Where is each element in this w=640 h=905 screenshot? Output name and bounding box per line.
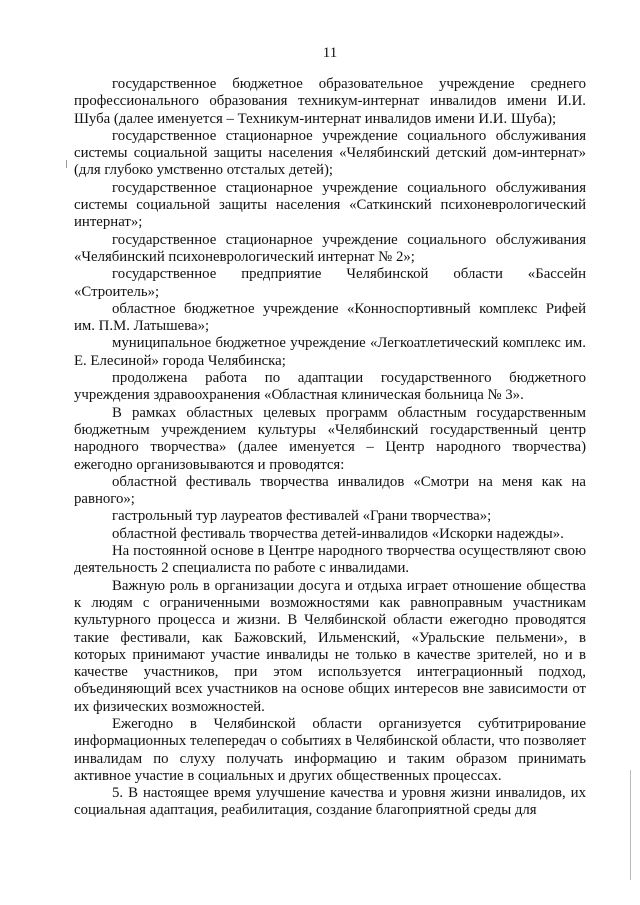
paragraph-section-5: 5. В настоящее время улучшение качества и уровня жизни инвалидов, их социальная адаптация, реабилитация, создание благоприятной среды для — [74, 785, 586, 819]
paragraph-pool-stroitel: государственное предприятие Челябинской области «Бассейн «Строитель»; — [74, 266, 586, 300]
scan-artifact-edge — [630, 770, 631, 880]
paragraph-tour-grani: гастрольный тур лауреатов фестивалей «Грани творчества»; — [112, 508, 492, 525]
paragraph-chel-internat-2: государственное стационарное учреждение социального обслуживания «Челябинский психоневрологический интернат № 2»; — [74, 231, 586, 265]
paragraph-festival-iskorki: областной фестиваль творчества детей-инвалидов «Искорки надежды». — [112, 525, 564, 542]
page-number: 11 — [322, 45, 338, 61]
paragraph-festival-equal: областной фестиваль творчества инвалидов «Смотри на меня как на равного»; — [74, 473, 586, 508]
paragraph-techn-internat: государственное бюджетное образовательное учреждение среднего профессионального образования техникум-интернат инвалидов имени И.И. Шуба (далее именуется – Техникум-интернат инвалидов имени И.И. Шуба); — [74, 76, 586, 127]
paragraph-specialists: На постоянной основе в Центре народного творчества осуществляют свою деятельность 2 специалиста по работе с инвалидами. — [74, 543, 586, 577]
scan-artifact-mark — [66, 160, 67, 168]
paragraph-subtitles: Ежегодно в Челябинской области организуется субтитрирование информационных телепередач о событиях в Челябинской области, что позволяет инвалидам по слуху получать информацию и таким образом принимать активное участие в социальных и других общественных процессах. — [74, 715, 586, 784]
paragraph-leisure-role: Важную роль в организации досуга и отдыха играет отношение общества к людям с ограниченными возможностями как равноправным участникам культурного процесса и жизни. В Челябинской области ежегодно проводятся такие фестивали, как Бажовский, Ильменский, «Уральские пельмени», в которых принимают участие инвалиды не только в качестве зрителей, но и в качестве участников, при этом используется интеграционный подход, объединяющий всех участников на основе общих интересов вне зависимости от их физических возможностей. — [74, 577, 586, 715]
paragraph-equestrian-complex: областное бюджетное учреждение «Конноспортивный комплекс Рифей им. П.М. Латышева»; — [74, 300, 586, 335]
document-body — [74, 76, 586, 820]
paragraph-culture-programs: В рамках областных целевых программ областным государственным бюджетным учреждением культуры «Челябинский государственный центр народного творчества» (далее именуется – Центр народного творчества) ежегодно организовываются и проводятся: — [74, 404, 586, 473]
paragraph-chel-children-home: государственное стационарное учреждение социального обслуживания системы социальной защиты населения «Челябинский детский дом-интернат» (для глубоко умственно отсталых детей); — [74, 127, 586, 179]
paragraph-hospital-3: продолжена работа по адаптации государственного бюджетного учреждения здравоохранения «Областная клиническая больница № 3». — [74, 370, 586, 404]
paragraph-satka-internat: государственное стационарное учреждение социального обслуживания системы социальной защиты населения «Саткинский психоневрологический интернат»; — [74, 179, 586, 231]
paragraph-athletics-complex: муниципальное бюджетное учреждение «Легкоатлетический комплекс им. Е. Елесиной» города Челябинска; — [74, 335, 586, 369]
